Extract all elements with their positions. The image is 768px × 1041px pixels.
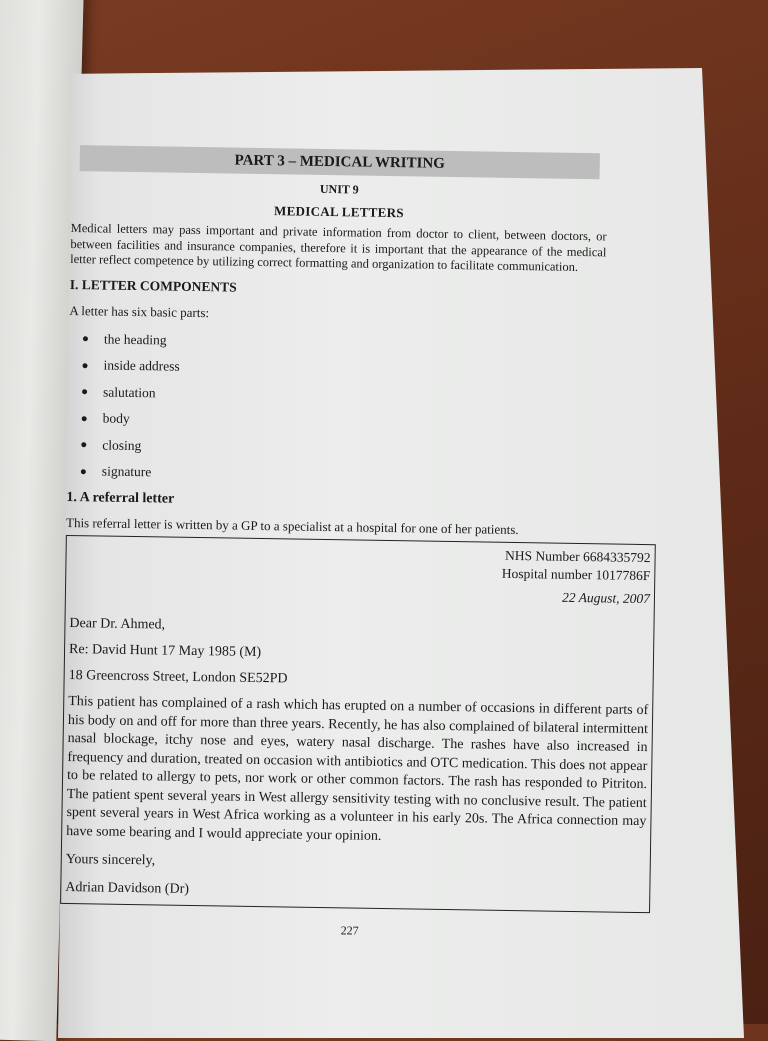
- list-item: inside address: [82, 352, 658, 388]
- list-item: signature: [81, 458, 657, 494]
- letter-signature: Adrian Davidson (Dr): [65, 880, 190, 898]
- bullet-icon: [81, 469, 86, 474]
- components-heading: I. LETTER COMPONENTS: [69, 276, 237, 295]
- bullet-icon: [82, 416, 87, 421]
- letter-date: 22 August, 2007: [561, 589, 651, 607]
- unit-number: UNIT 9: [319, 182, 359, 197]
- unit-title: MEDICAL LETTERS: [273, 203, 405, 221]
- bullet-icon: [82, 390, 87, 395]
- referral-note: This referral letter is written by a GP to a specialist at a hospital for one of her patients.: [65, 514, 519, 537]
- components-lead: A letter has six basic parts:: [69, 303, 210, 321]
- page-number: 227: [340, 923, 359, 938]
- bullet-icon: [83, 337, 88, 342]
- list-item: body: [81, 405, 657, 441]
- letter-re-line: Re: David Hunt 17 May 1985 (M): [68, 641, 262, 660]
- list-item: closing: [81, 432, 657, 468]
- bullet-icon: [81, 443, 86, 448]
- referral-heading: 1. A referral letter: [66, 489, 175, 507]
- list-item: salutation: [82, 379, 658, 415]
- part-heading: PART 3 – MEDICAL WRITING: [80, 145, 600, 179]
- letter-closing: Yours sincerely,: [65, 852, 156, 869]
- letter-references: [70, 540, 650, 584]
- letter-greeting: Dear Dr. Ahmed,: [69, 615, 166, 633]
- intro-paragraph: Medical letters may pass important and private information from doctor to client, between doctors, or between facilities and insurance companies, therefore it is important that the appearance of the medical letter reflect competence by utilizing correct formatting and organization to facilitate communication.: [70, 220, 607, 275]
- components-list: [81, 326, 659, 494]
- list-item: the heading: [83, 326, 659, 362]
- page-content: [60, 145, 662, 944]
- letter-address: 18 Greencross Street, London SE52PD: [68, 668, 288, 687]
- letter-body: This patient has complained of a rash which has erupted on a number of occasions in different parts of his body on and off for more than three years. Recently, he has also complained of bilateral intermittent nasal blockage, itchy nose and eyes, watery nasal discharge. The rashes have also increased in frequency and duration, treated on occasion with antibiotics and OTC medication. This does not appear to be related to allergy to pets, nor work or other common factors. The rash has responded to Pitriton. The patient spent several years in West allergy sensitivity testing with no conclusive result. The patient spent several years in West Africa working as a volunteer in his early 20s. The Africa connection may have some bearing and I would appreciate your opinion.: [66, 694, 649, 844]
- hospital-number: Hospital number 1017786F: [501, 565, 651, 583]
- nhs-number: NHS Number 6684335792: [504, 547, 651, 566]
- bullet-icon: [82, 363, 87, 368]
- referral-letter-box: [60, 535, 656, 914]
